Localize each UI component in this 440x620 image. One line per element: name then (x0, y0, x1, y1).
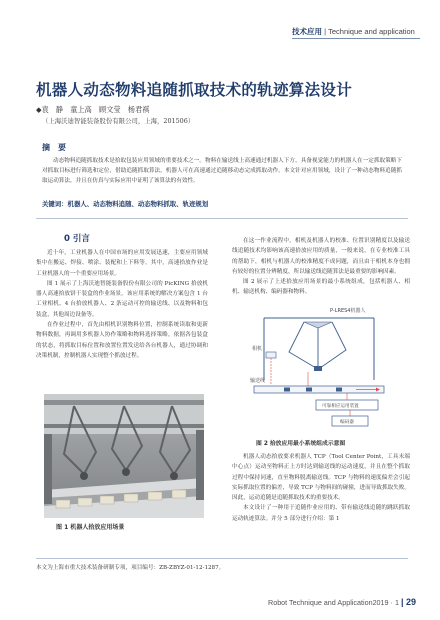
section-label: 技术应用 (292, 27, 322, 36)
paragraph: 在作业过程中，首先由相机识别物料位置，控制系统读取和更新物料数据，再调用多机器人协作策略和物料选择策略，依据各包装盒的状态，将抓取目标位置和放置位置发送给各台机器人，通过协调和决策机制，控制机器人实现整个抓放过程。 (36, 322, 208, 359)
figure-2-diagram (244, 300, 394, 434)
affiliation: （上海沃迪智能装备股份有限公司，上海，201506） (42, 117, 195, 125)
robot-scene-illustration (44, 394, 204, 518)
abstract-text: 动态物料追随抓取技术是拾取包装应用领域的重要技术之一。物料在输送线上高速通过机器人下方，具备视觉能力的机器人在一定抓取策略下对抓取目标进行筛选和定位，借助追随抓取算法，机器人可在高速通过追随移动态完成抓取动作。本文针对应用领域，设计了一种动态物料追随抓取运动算法，并且在仿真与实际应用中证明了该算法的有效性。 (42, 158, 402, 184)
paragraph: 机器人动态拾放要求机器人 TCP（Tool Center Point，工具末端中心点）运动至物料正上方时达到输送线的运动速度，并且在整个抓取过程中保持同速，直至物料脱离输送线。TCP 与物料的速度偏差会引起实际抓取位置的偏差，导致 TCP 与物料间的碰撞，进而导致抓取失败。因此，运动追随是追随抓取技术的重要技术。 (232, 454, 410, 502)
paragraph: 图 2 展示了上述拾放应用场景的最小系统组成，包括机器人、相机、输送机构、编码器和物料。 (232, 279, 410, 296)
label-robot: P-LRES4机器人 (330, 308, 366, 314)
journal-name: Robot Technique and Application2019 · 1 (268, 598, 399, 607)
section-label-en: Technique and application (328, 27, 415, 36)
keywords-divider (36, 218, 408, 219)
figure-2-caption: 图 2 拾放应用最小系统组成示意图 (256, 441, 346, 447)
label-conveyor: 输送线 (250, 378, 266, 384)
footnote: 本文为上海市重大技术装备研制专项，项目编号：ZB-ZBYZ-01-12-1287。 (36, 565, 225, 571)
paragraph: 图 1 展示了上海沃迪智能装备股份有限公司的 PicKING 拾放机器人高速拾放饼干装盒的作业场景。该应用系统的解决方案包含 1 台工业相机、4 台拾放机器人、2 条运动可控的输送线、以及物料和包装盒，其他周边设备等。 (36, 280, 208, 318)
author-line: ◆袁 静 童上高 顾文莹 杨君祺 (36, 105, 150, 114)
label-encoder-box: 可靠相应运用装置 (322, 404, 359, 409)
right-column-top (232, 236, 410, 298)
left-column (36, 248, 208, 361)
paper-title: 机器人动态物料追随抓取技术的轨迹算法设计 (36, 81, 353, 99)
paragraph: 本文设计了一种用于追随作业应用的、带有输送线追随的跳跃抓取运动轨迹算法。并分 5 部分进行介绍：第 1 (232, 505, 410, 522)
header-rule (292, 38, 420, 39)
page-number: | 29 (400, 597, 416, 607)
label-camera: 相机 (252, 346, 263, 352)
header-separator: | (322, 27, 329, 36)
system-diagram (244, 300, 394, 434)
paragraph: 近十年，工业机器人在中国市场的应用发展迅速，主要应用领域集中在搬运、焊接、喷涂、装配和上下料等。其中，高速拾放作业是工业机器人的一个重要应用场景。 (36, 250, 208, 277)
abstract-label: 摘 要 (42, 143, 66, 152)
figure-1-photo (44, 394, 204, 518)
page-footer (268, 597, 416, 607)
footnote-divider (36, 558, 408, 559)
page-header (292, 26, 415, 37)
paragraph: 在这一作业流程中，相机及机器人的校准、位置识别精度以及输送线追随技术均影响该高速拾放应用的质量，一般来说，在专业校准工具的帮助下，相机与机器人的校准精度不成问题，而且由于相机本身也拥有较好的位置分辨精度，所以输送线追随算法是最重要的影响因素。 (232, 238, 410, 275)
right-column-bottom (232, 452, 410, 524)
figure-1-caption: 图 1 机器人拾放应用场景 (56, 524, 125, 531)
section-heading-intro: 0 引言 (64, 234, 90, 244)
label-encoder: 编码器 (340, 420, 354, 425)
keywords: 关键词：机器人、动态物料追随、动态物料抓取、轨迹规划 (42, 200, 209, 208)
